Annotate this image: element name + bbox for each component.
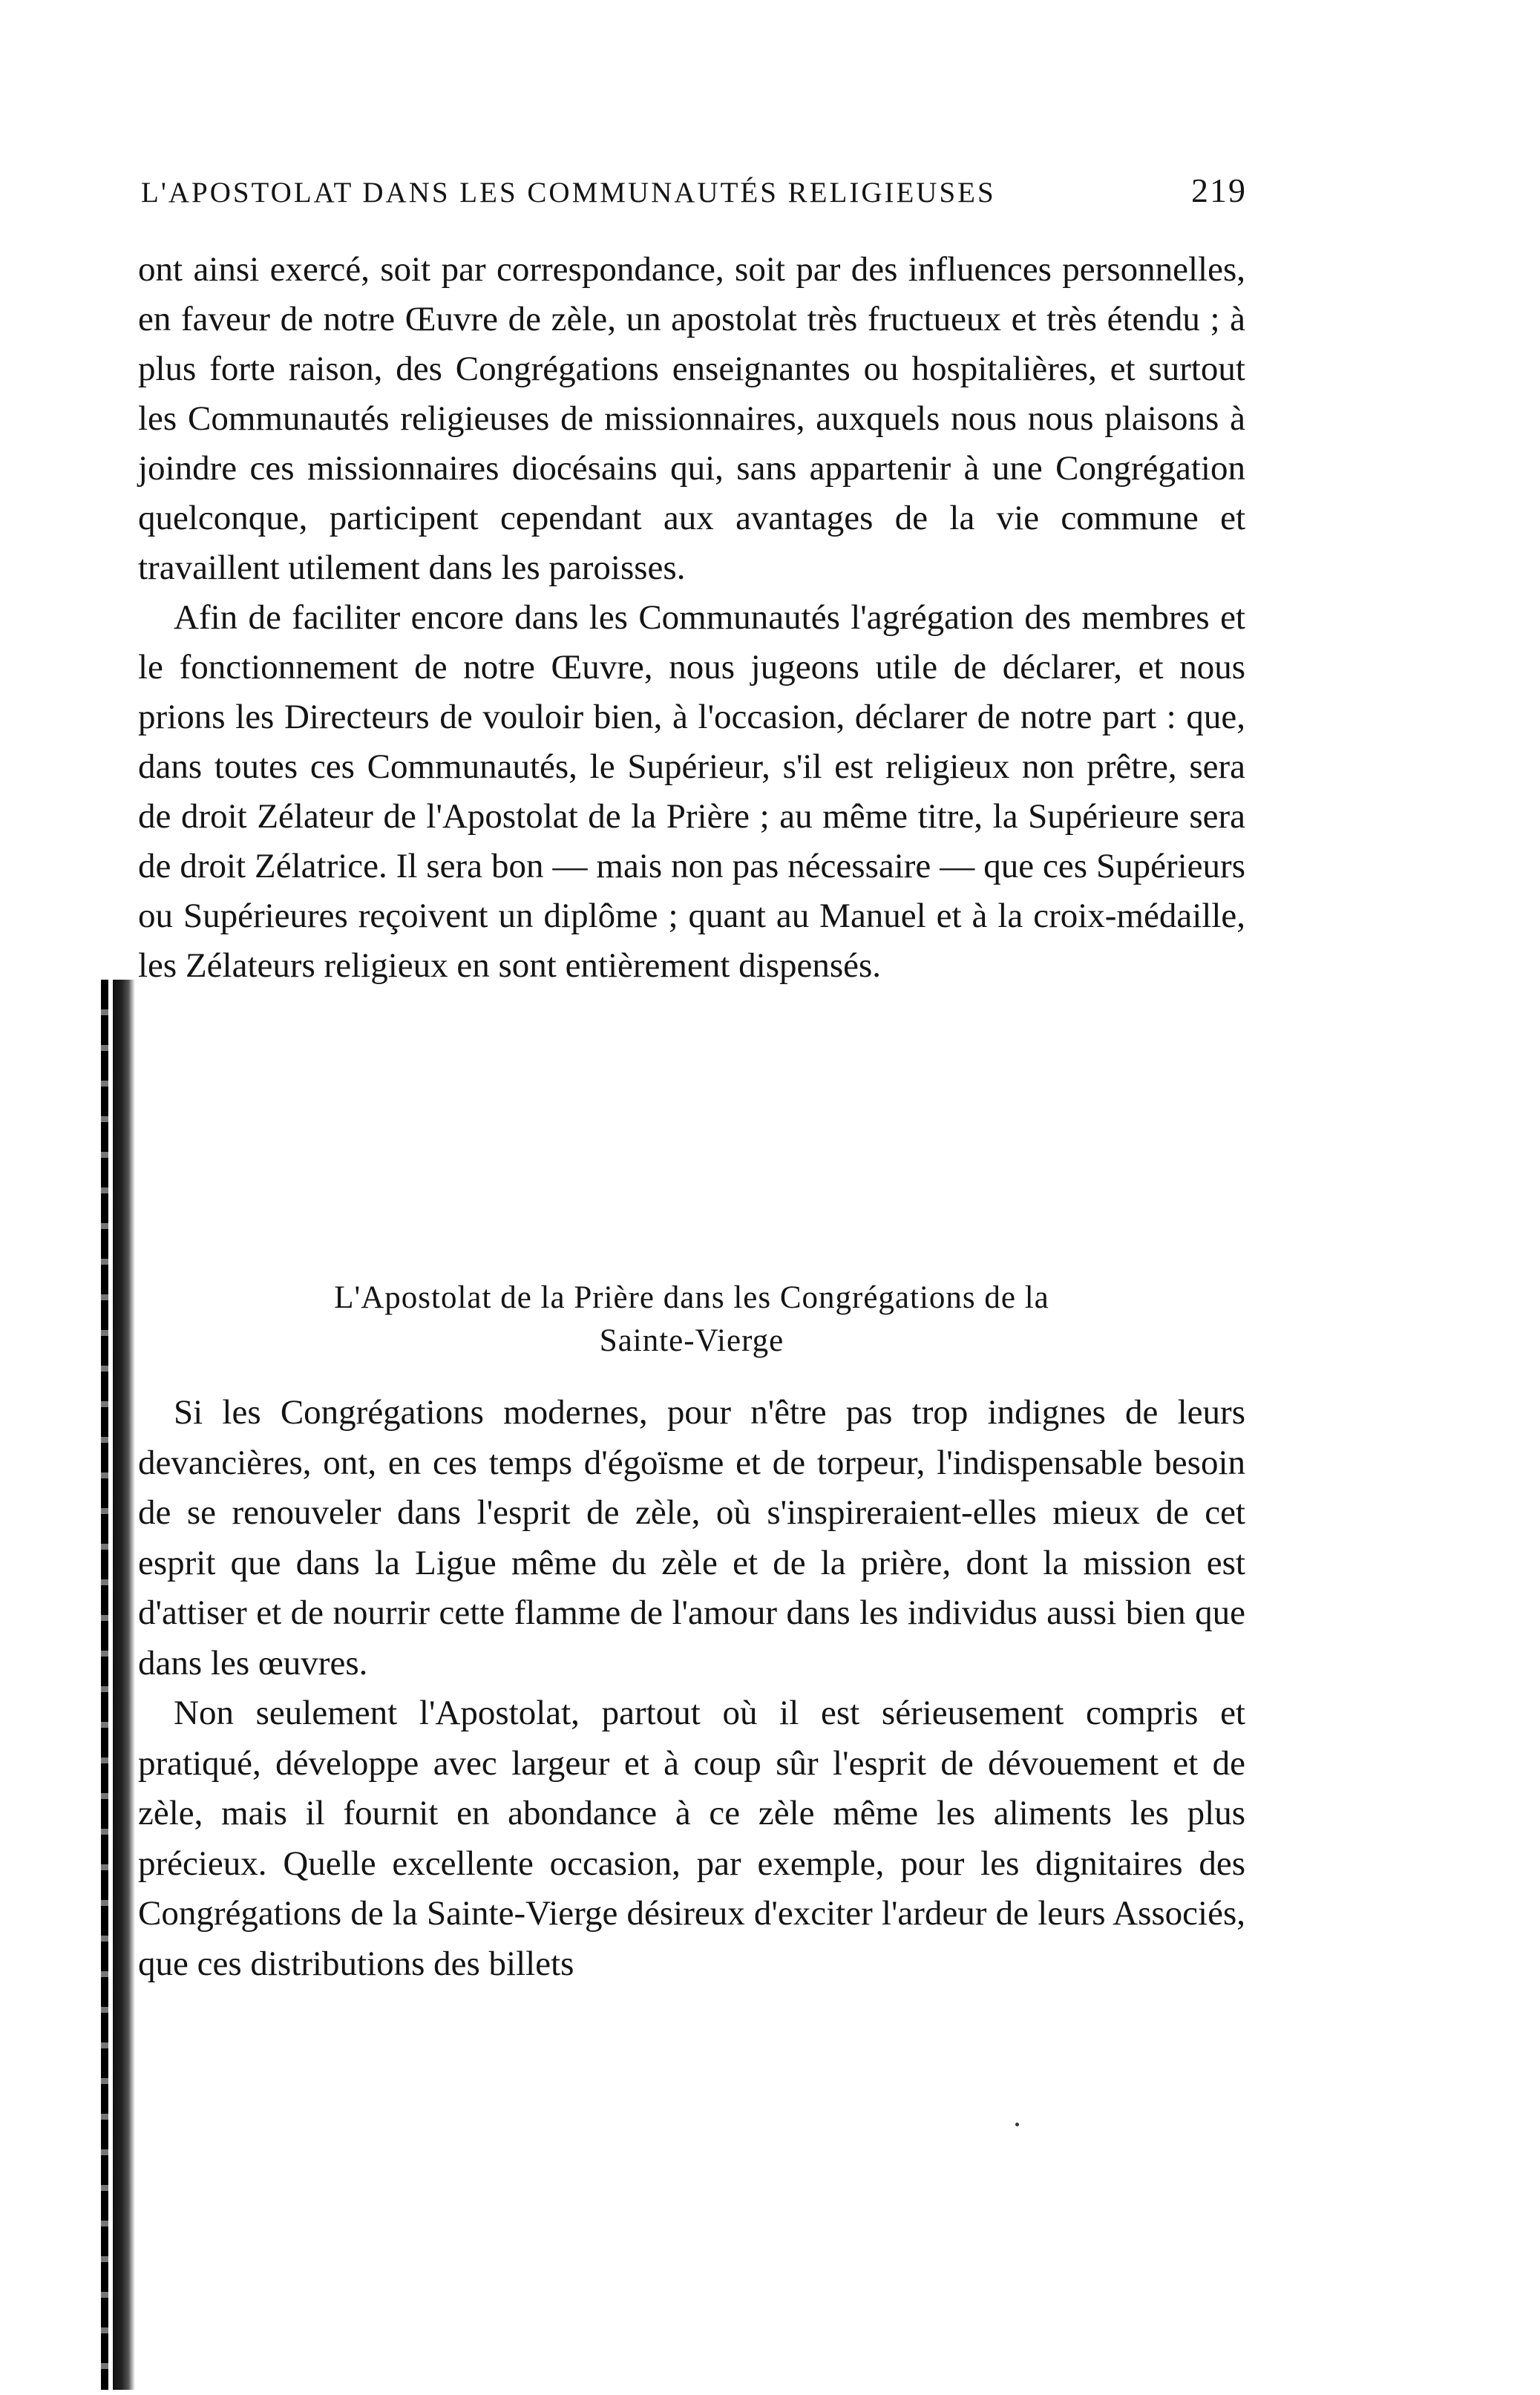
section-text: [138, 1388, 1245, 1989]
binding-shadow: [101, 980, 108, 2390]
section-paragraph-1: Si les Congrégations modernes, pour n'être pas trop indignes de leurs devancières, ont, en ces temps d'égoïsme et de torpeur, l'indispensable besoin de se renouveler dans l'esprit de zèle, où s'inspireraient-elles mieux de cet esprit que dans la Ligue même du zèle et de la prière, dont la mission est d'attiser et de nourrir cette flamme de l'amour dans les individus aussi bien que dans les œuvres.: [138, 1393, 1245, 1683]
section-paragraph-2: Non seulement l'Apostolat, partout où il est sérieusement compris et pratiqué, développe avec largeur et à coup sûr l'esprit de dévouement et de zèle, mais il fournit en abondance à ce zèle même les aliments les plus précieux. Quelle excellente occasion, par exemple, pour les dignitaires des Congrégations de la Sainte-Vierge désireux d'exciter l'ardeur de leurs Associés, que ces distributions des billets: [138, 1694, 1245, 1983]
binding-edge: [113, 980, 135, 2390]
section-heading-line-1: L'Apostolat de la Prière dans les Congrégations de la: [334, 1280, 1049, 1315]
section-heading: [138, 1277, 1245, 1363]
paragraph-1: ont ainsi exercé, soit par correspondance, soit par des influences personnelles, en faveur de notre Œuvre de zèle, un apostolat très fructueux et très étendu ; à plus forte raison, des Congrégations enseignantes ou hospitalières, et surtout les Communautés religieuses de missionnaires, auxquels nous nous plaisons à joindre ces missionnaires diocésains qui, sans appartenir à une Congrégation quelconque, participent cependant aux avantages de la vie commune et travaillent utilement dans les paroisses.: [138, 250, 1245, 587]
body-text: [138, 245, 1245, 991]
page-number: 219: [1191, 171, 1247, 209]
paragraph-2: Afin de faciliter encore dans les Communautés l'agrégation des membres et le fonctionnement de notre Œuvre, nous jugeons utile de déclarer, et nous prions les Directeurs de vouloir bien, à l'occasion, déclarer de notre part : que, dans toutes ces Communautés, le Supérieur, s'il est religieux non prêtre, sera de droit Zélateur de l'Apostolat de la Prière ; au même titre, la Supérieure sera de droit Zélatrice. Il sera bon — mais non pas nécessaire — que ces Supérieurs ou Supérieures reçoivent un diplôme ; quant au Manuel et à la croix-médaille, les Zélateurs religieux en sont entièrement dispensés.: [138, 598, 1245, 985]
running-head: [141, 171, 1247, 223]
section-heading-line-2: Sainte-Vierge: [599, 1323, 784, 1358]
running-head-title: L'APOSTOLAT DANS LES COMMUNAUTÉS RELIGIEUSES: [141, 177, 996, 209]
ink-speck: [1015, 2123, 1019, 2126]
